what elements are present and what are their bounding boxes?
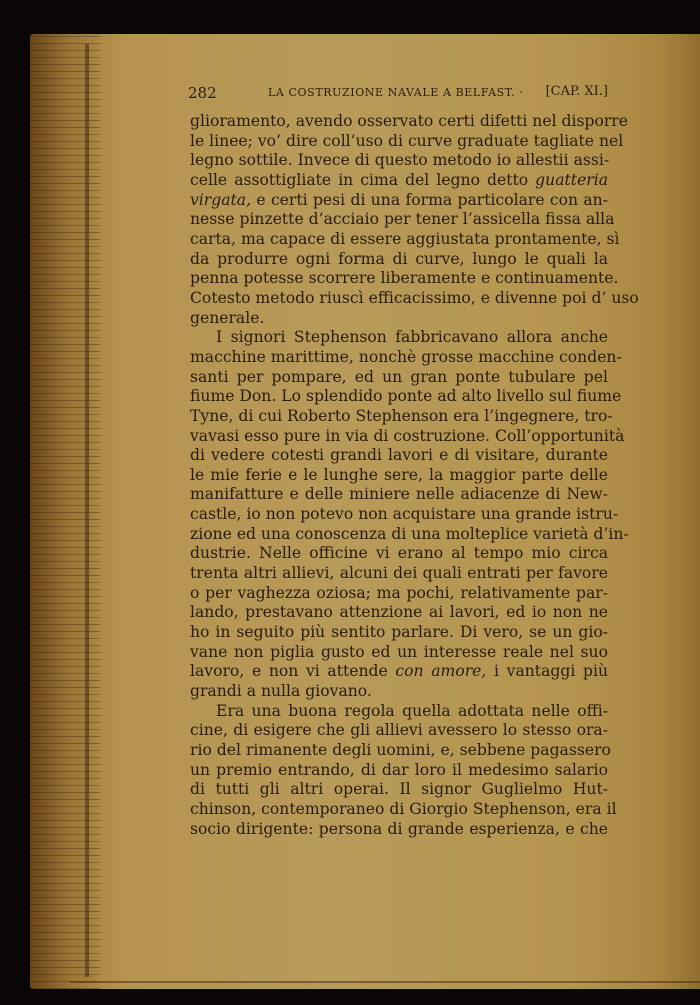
text-line: generale.: [190, 308, 265, 327]
chapter-label: [CAP. XI.]: [545, 84, 608, 99]
text-line: Cotesto metodo riuscì efficacissimo, e divenne poi d’ uso: [190, 288, 639, 307]
text-line: un premio entrando, di dar loro il medesimo salario: [190, 760, 608, 779]
text-line: macchine marittime, nonchè grosse macchine conden-: [190, 347, 622, 366]
page-bottom-edge: [70, 981, 700, 983]
text-line: glioramento, avendo osservato certi difetti nel disporre: [190, 112, 628, 130]
text-line: manifatture e delle miniere nelle adiacenze di New-: [190, 485, 608, 504]
text-line: carta, ma capace di essere aggiustata prontamente, sì: [190, 229, 620, 248]
text-segment: lavoro, e non vi attende: [190, 662, 396, 681]
text-line: di tutti gli altri operai. Il signor Guglielmo Hut-: [190, 780, 608, 799]
running-header: [188, 84, 608, 104]
text-line: [190, 171, 608, 191]
body-text: [190, 112, 639, 839]
text-line: le linee; vo’ dire coll’uso di curve graduate tagliate nel: [190, 131, 624, 150]
italic-phrase: con amore,: [395, 662, 487, 681]
text-line: penna potesse scorrere liberamente e continuamente.: [190, 269, 619, 288]
text-line: Era una buona regola quella adottata nelle offi-: [216, 701, 608, 720]
text-line: legno sottile. Invece di questo metodo io allestii assi-: [190, 151, 610, 170]
text-line: socio dirigente: persona di grande esperienza, e che: [190, 819, 608, 838]
text-line: grandi a nulla giovano.: [190, 682, 372, 701]
binding-gutter: [85, 44, 89, 977]
text-line: rio del rimanente degli uomini, e, sebbene pagassero: [190, 741, 611, 759]
text-line: santi per pompare, ed un gran ponte tubulare pel: [190, 367, 608, 386]
text-line: I signori Stephenson fabbricavano allora anche: [216, 328, 608, 347]
running-title: LA COSTRUZIONE NAVALE A BELFAST. ·: [268, 86, 524, 99]
italic-phrase: virgata,: [190, 190, 252, 209]
text-line: vane non piglia gusto ed un interesse reale nel suo: [190, 642, 608, 661]
text-line: o per vaghezza oziosa; ma pochi, relativamente par-: [190, 583, 608, 602]
text-segment: celle assottigliate in cima del legno detto: [190, 170, 536, 189]
italic-phrase: guatteria: [535, 170, 608, 189]
text-line: [190, 191, 608, 211]
text-line: trenta altri allievi, alcuni dei quali entrati per favore: [190, 564, 608, 583]
text-line: le mie ferie e le lunghe sere, la maggior parte delle: [190, 465, 608, 484]
text-line: chinson, contemporaneo di Giorgio Stephenson, era il: [190, 799, 617, 818]
text-line: cine, di esigere che gli allievi avessero lo stesso ora-: [190, 721, 608, 740]
text-line: ho in seguito più sentito parlare. Di vero, se un gio-: [190, 623, 608, 642]
text-line: di vedere cotesti grandi lavori e di visitare, durante: [190, 446, 608, 465]
text-line: zione ed una conoscenza di una molteplice varietà d’in-: [190, 524, 629, 543]
text-segment: e certi pesi di una forma particolare con an-: [251, 190, 608, 209]
text-line: da produrre ogni forma di curve, lungo le quali la: [190, 249, 608, 268]
text-line: [190, 662, 608, 682]
text-line: lando, prestavano attenzione ai lavori, ed io non ne: [190, 603, 608, 622]
text-line: castle, io non potevo non acquistare una grande istru-: [190, 505, 619, 524]
text-line: vavasi esso pure in via di costruzione. Coll’opportunità: [190, 426, 625, 445]
text-line: fiume Don. Lo splendido ponte ad alto livello sul fiume: [190, 387, 622, 406]
page-number: 282: [188, 84, 217, 102]
text-line: nesse pinzette d’acciaio per tener l’assicella fissa alla: [190, 210, 615, 229]
text-line: dustrie. Nelle officine vi erano al tempo mio circa: [190, 544, 608, 563]
text-line: Tyne, di cui Roberto Stephenson era l’ingegnere, tro-: [190, 406, 613, 425]
text-segment: i vantaggi più: [486, 662, 608, 681]
